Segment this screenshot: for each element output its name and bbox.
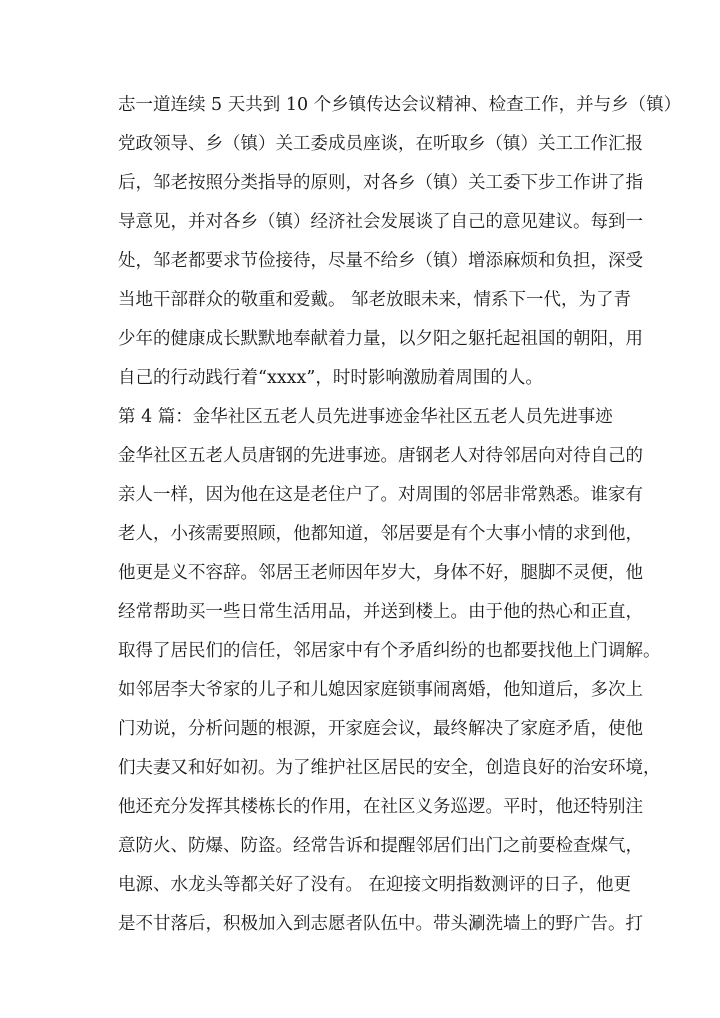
- text-line: 们夫妻又和好如初。为了维护社区居民的安全，创造良好的治安环境，: [118, 758, 661, 778]
- section-heading: 第 4 篇：金华社区五老人员先进事迹金华社区五老人员先进事迹: [118, 407, 613, 427]
- text-line: 如邻居李大爷家的儿子和儿媳因家庭锁事闹离婚，他知道后，多次上: [118, 680, 643, 700]
- text-line: 他更是义不容辞。邻居王老师因年岁大，身体不好，腿脚不灵便，他: [118, 563, 643, 583]
- text-line: 门劝说，分析问题的根源，开家庭会议，最终解决了家庭矛盾，使他: [118, 719, 643, 739]
- text-line: 导意见，并对各乡（镇）经济社会发展谈了自己的意见建议。每到一: [118, 212, 643, 232]
- text-line: 意防火、防爆、防盗。经常告诉和提醒邻居们出门之前要检查煤气，: [118, 836, 643, 856]
- text-line: 电源、水龙头等都关好了没有。 在迎接文明指数测评的日子，他更: [118, 875, 632, 895]
- text-line: 取得了居民们的信任，邻居家中有个矛盾纠纷的也都要找他上门调解。: [118, 641, 661, 661]
- text-line: 经常帮助买一些日常生活用品，并送到楼上。由于他的热心和正直，: [118, 602, 643, 622]
- text-line: 是不甘落后，积极加入到志愿者队伍中。带头涮洗墙上的野广告。打: [118, 914, 643, 934]
- text-line: 他还充分发挥其楼栋长的作用，在社区义务巡逻。平时，他还特别注: [118, 797, 643, 817]
- text-line: 老人，小孩需要照顾，他都知道，邻居要是有个大事小情的求到他，: [118, 524, 643, 544]
- text-line: 后，邹老按照分类指导的原则，对各乡（镇）关工委下步工作讲了指: [118, 173, 643, 193]
- text-line: 少年的健康成长默默地奉献着力量，以夕阳之躯托起祖国的朝阳，用: [118, 329, 643, 349]
- text-line: 党政领导、乡（镇）关工委成员座谈，在听取乡（镇）关工工作汇报: [118, 134, 643, 154]
- text-line: 志一道连续 5 天共到 10 个乡镇传达会议精神、检查工作，并与乡（镇）: [118, 95, 682, 115]
- text-line: 自己的行动践行着“xxxx”，时时影响激励着周围的人。: [118, 368, 543, 388]
- text-line: 处，邹老都要求节俭接待，尽量不给乡（镇）增添麻烦和负担，深受: [118, 251, 643, 271]
- text-line: 金华社区五老人员唐钢的先进事迹。唐钢老人对待邻居向对待自己的: [118, 446, 643, 466]
- text-line: 亲人一样，因为他在这是老住户了。对周围的邻居非常熟悉。谁家有: [118, 485, 643, 505]
- text-line: 当地干部群众的敬重和爱戴。 邹老放眼未来，情系下一代，为了青: [118, 290, 632, 310]
